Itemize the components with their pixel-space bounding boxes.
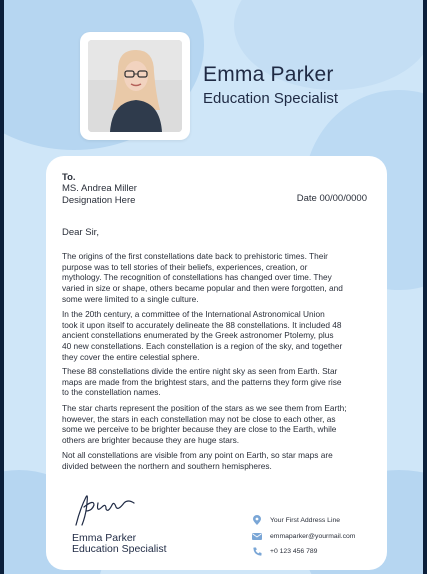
profile-photo-frame xyxy=(80,32,190,140)
letter-paragraph: The star charts represent the position of the stars as we see them from Earth; however, the stars in each constellation may not be close to each other, as some we perceive to be brighter because they are close to the Earth, while others are brighter because they are huge stars. xyxy=(62,403,347,446)
envelope-icon xyxy=(252,531,262,541)
letter-paragraph: These 88 constellations divide the entire night sky as seen from Earth. Star maps are made from the brightest stars, and the patterns they form give rise to the constellation names. xyxy=(62,366,342,398)
letter-paragraph: In the 20th century, a committee of the International Astronomical Union took it upon itself to accurately delineate the 88 constellations. It included 48 ancient constellations enumerated by the Greek astronomer Ptolemy, plus 40 new constellations. Each constellation is a region of the sky, and together they cover the entire celestial sphere. xyxy=(62,309,343,362)
email-text: emmaparker@yourmail.com xyxy=(270,532,356,540)
letter-sheet xyxy=(46,156,387,570)
recipient-designation: Designation Here xyxy=(62,195,136,206)
letter-paragraph: Not all constellations are visible from any point on Earth, so star maps are divided between the northern and southern hemispheres. xyxy=(62,450,333,471)
header-title: Education Specialist xyxy=(203,90,339,107)
phone-icon xyxy=(252,546,262,556)
phone-text: +0 123 456 789 xyxy=(270,547,318,555)
address-text: Your First Address Line xyxy=(270,516,341,524)
to-label: To. xyxy=(62,172,76,183)
contact-phone xyxy=(252,546,317,556)
header-name: Emma Parker xyxy=(203,63,334,86)
signature-name: Emma Parker xyxy=(72,532,137,544)
letter-date: Date 00/00/0000 xyxy=(296,193,367,204)
signature-image xyxy=(72,489,142,529)
location-pin-icon xyxy=(252,515,262,525)
letterhead-page xyxy=(4,0,423,574)
salutation: Dear Sir, xyxy=(62,227,99,238)
contact-address xyxy=(252,515,340,525)
letter-paragraph: The origins of the first constellations date back to prehistoric times. Their purpose was to tell stories of their beliefs, experiences, creation, or mythology. The recognition of constellations has changed over time. They varied in size or shape, others became popular and then were forgotten, and some were limited to a single culture. xyxy=(62,251,343,304)
profile-photo xyxy=(88,40,182,132)
contact-email xyxy=(252,531,355,541)
recipient-name: MS. Andrea Miller xyxy=(62,183,137,194)
signature-title: Education Specialist xyxy=(72,543,167,555)
